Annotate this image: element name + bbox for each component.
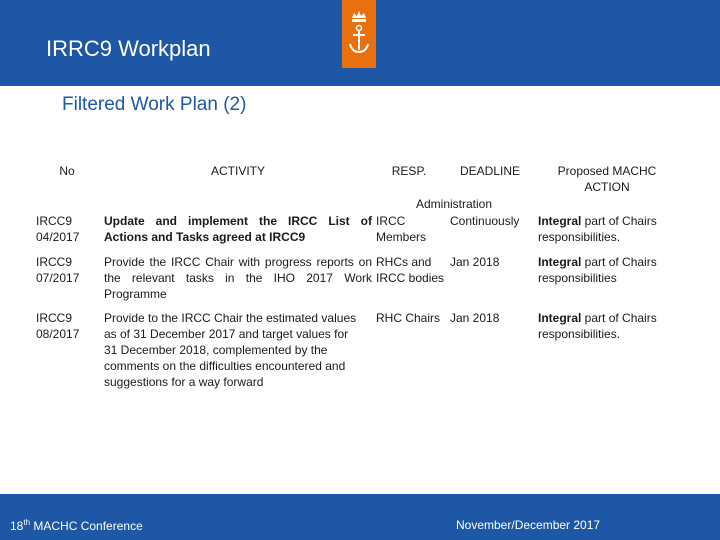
row-2-action-rest: part of Chairs responsibilities [538, 255, 657, 285]
row-2-deadline: Jan 2018 [450, 254, 536, 306]
page-title: IRRC9 Workplan [46, 36, 211, 61]
row-3-action-bold: Integral [538, 311, 582, 325]
row-1-action [538, 213, 678, 249]
row-3-no: IRCC9 08/2017 [36, 310, 100, 410]
anchor-crown-icon [346, 10, 372, 58]
row-2-no: IRCC9 07/2017 [36, 254, 100, 306]
footer-conference-ordinal: th [23, 518, 31, 527]
logo [342, 0, 376, 68]
row-1-deadline: Continuously [450, 213, 536, 249]
column-header-deadline: DEADLINE [446, 163, 534, 191]
row-1-action-bold: Integral [538, 214, 582, 228]
row-1-activity: Update and implement the IRCC List of Actions and Tasks agreed at IRCC9 [104, 213, 372, 249]
column-header-action: Proposed MACHC ACTION [536, 163, 678, 195]
section-row-label: Administration [374, 196, 534, 211]
row-3-activity: Provide to the IRCC Chair the estimated values as of 31 December 2017 and target values for 31 December 2018, complemented by the comments on the difficulties encountered and suggestions for a way forward [104, 310, 364, 410]
footer-conference-name: MACHC Conference [30, 519, 143, 533]
row-1-action-rest: part of Chairs responsibilities. [538, 214, 657, 244]
footer-date: November/December 2017 [456, 518, 601, 532]
row-1-no: IRCC9 04/2017 [36, 213, 100, 249]
row-2-resp: RHCs and IRCC bodies [376, 254, 446, 306]
section-title: Filtered Work Plan (2) [62, 94, 247, 115]
row-3-deadline: Jan 2018 [450, 310, 536, 410]
footer-conference-number: 18 [10, 519, 24, 533]
row-3-action-rest: part of Chairs responsibilities. [538, 311, 657, 341]
row-2-action-bold: Integral [538, 255, 582, 269]
footer-bar [0, 494, 720, 540]
footer-conference [10, 518, 143, 533]
column-header-resp: RESP. [374, 163, 444, 191]
row-2-action [538, 254, 678, 306]
row-3-resp: RHC Chairs [376, 310, 446, 410]
row-1-resp: IRCC Members [376, 213, 446, 249]
row-2-activity: Provide the IRCC Chair with progress reports on the relevant tasks in the IHO 2017 Work Programme [104, 254, 372, 306]
row-3-action [538, 310, 678, 410]
column-header-activity: ACTIVITY [104, 163, 372, 191]
slide-number: 23 [10, 477, 21, 487]
column-header-no: No [32, 163, 102, 191]
